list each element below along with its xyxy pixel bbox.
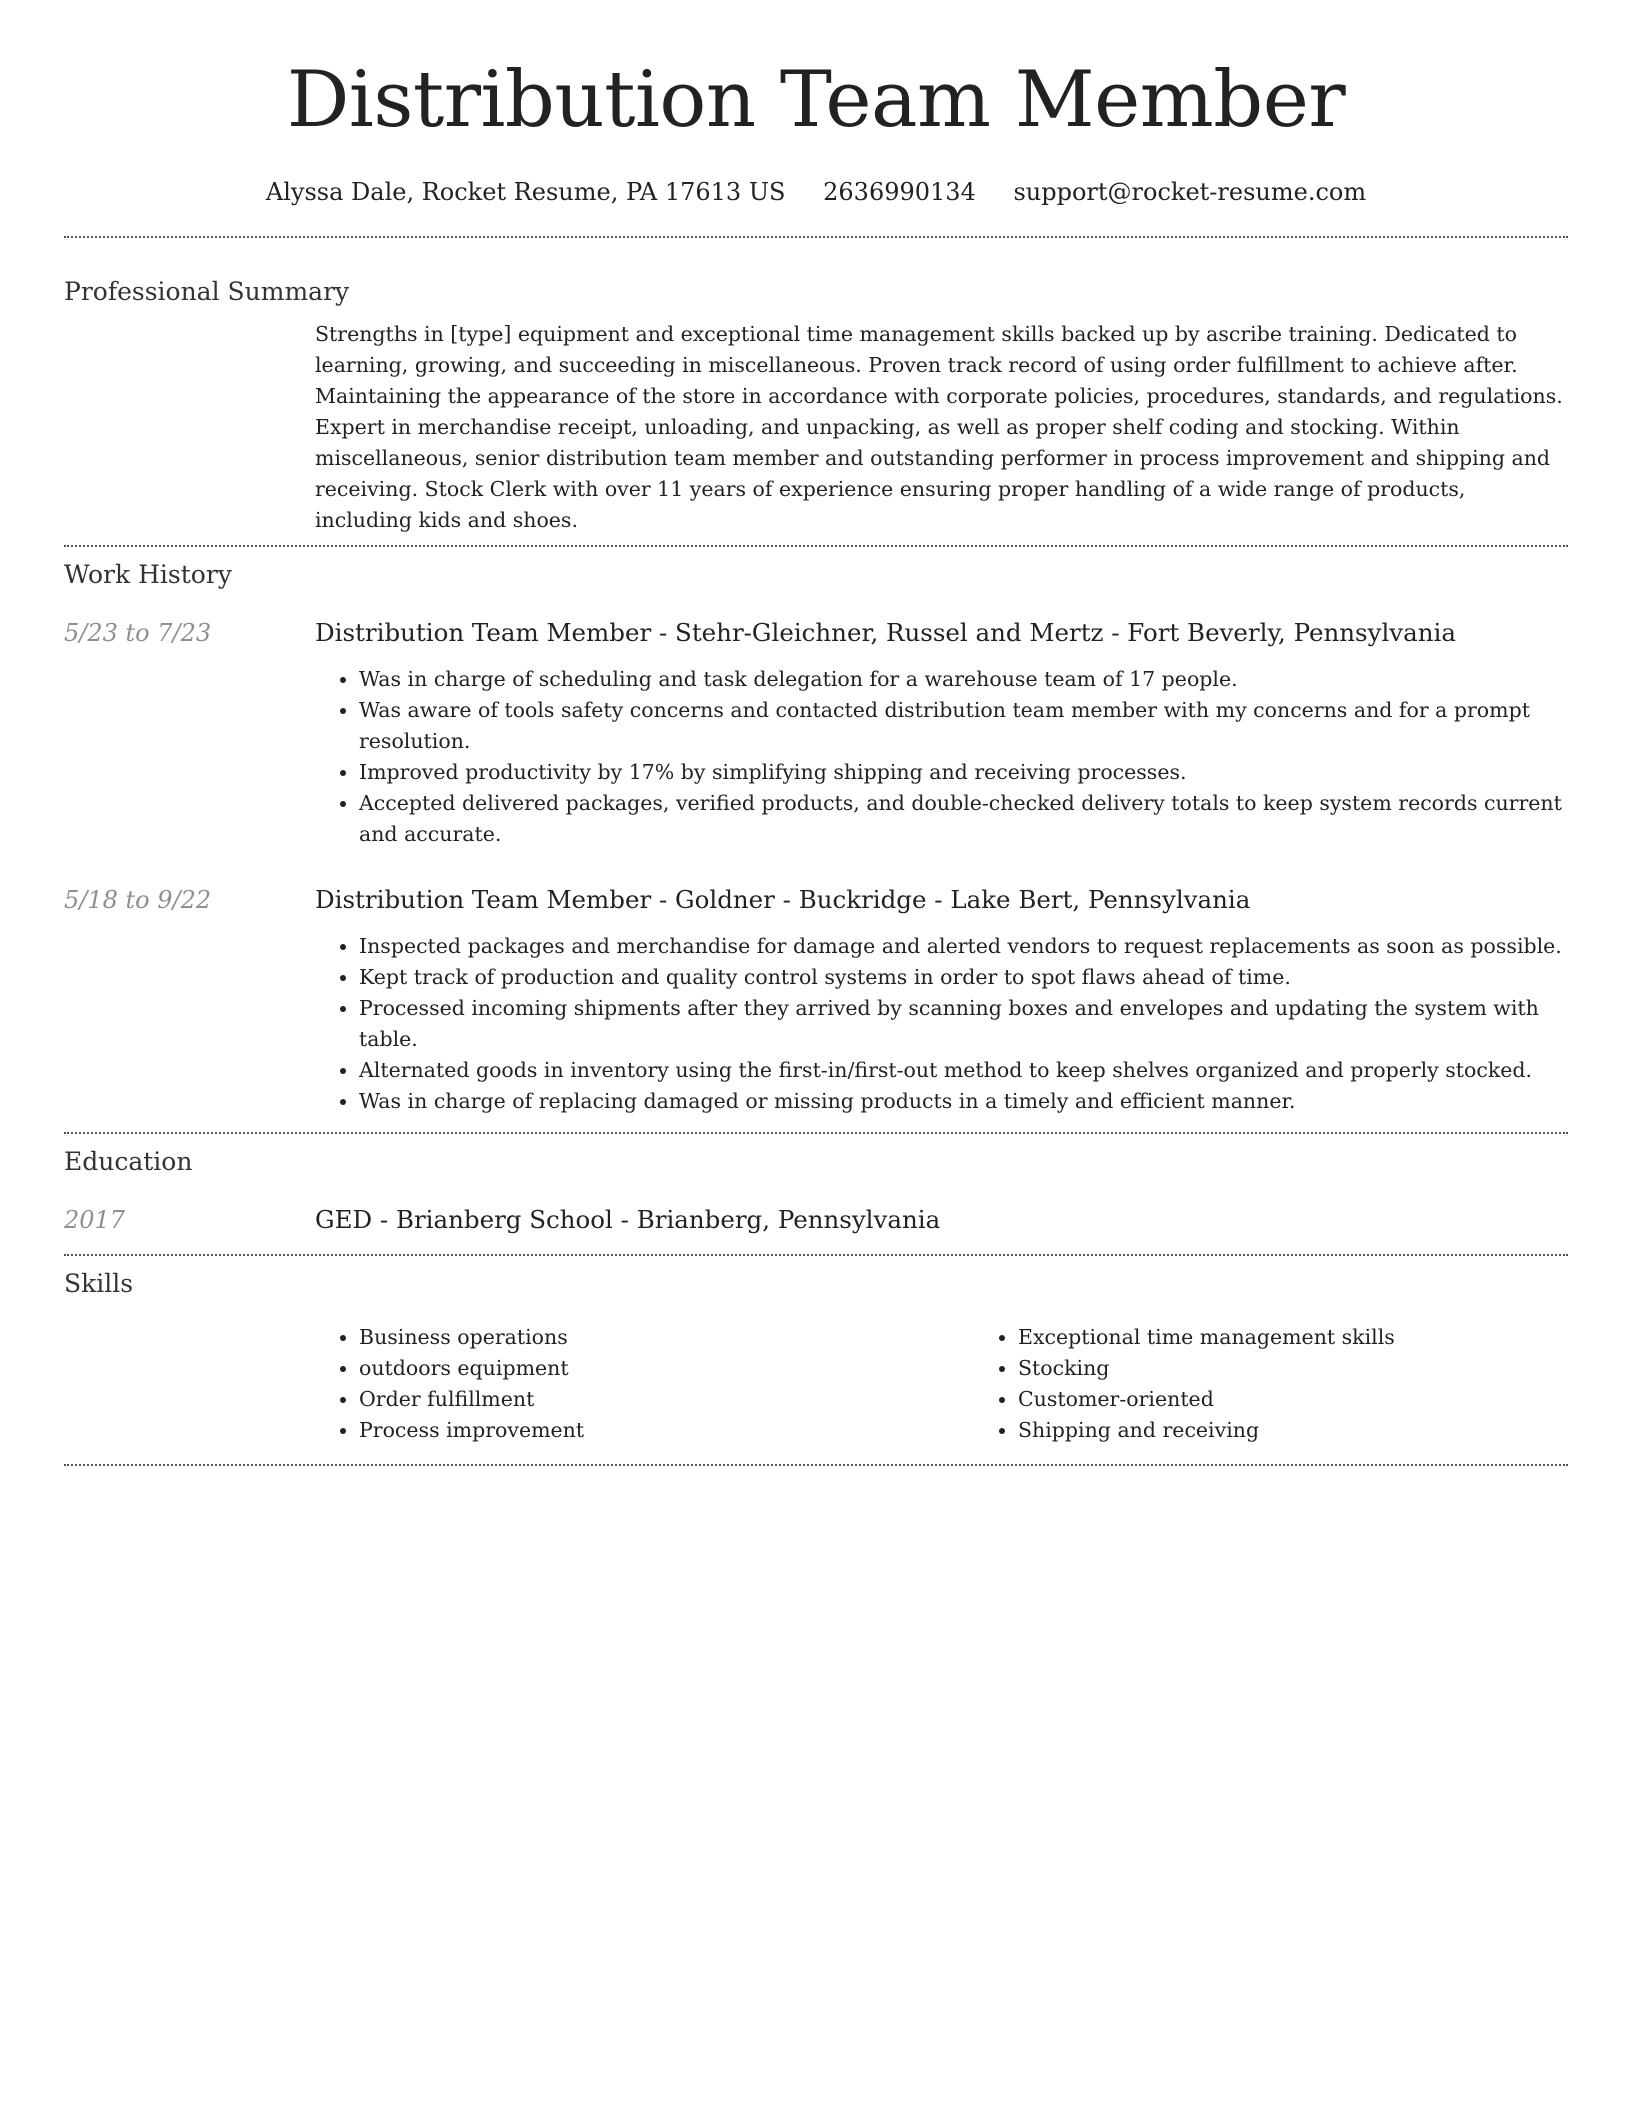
- section-title-work-history: Work History: [64, 560, 232, 589]
- list-item: • Process improvement: [359, 1415, 974, 1446]
- page-title: Distribution Team Member: [286, 55, 1346, 145]
- list-item: • Processed incoming shipments after they arrived by scanning boxes and envelopes and updating the system with table.: [359, 993, 1568, 1055]
- list-item: • Improved productivity by 17% by simplifying shipping and receiving processes.: [359, 757, 1568, 788]
- education-section: [64, 1146, 1568, 1236]
- list-item: • Inspected packages and merchandise for damage and alerted vendors to request replacements as soon as possible.: [359, 931, 1568, 962]
- job-title: Distribution Team Member - Goldner - Buckridge - Lake Bert, Pennsylvania: [315, 885, 1251, 914]
- list-item: • Order fulfillment: [359, 1384, 974, 1415]
- divider: [64, 236, 1568, 238]
- divider: [64, 1132, 1568, 1134]
- section-title-skills: Skills: [64, 1269, 134, 1298]
- job-entry: [64, 617, 1568, 850]
- divider: [64, 1464, 1568, 1466]
- contact-email: support@rocket-resume.com: [1013, 178, 1367, 206]
- list-item: • outdoors equipment: [359, 1353, 974, 1384]
- section-title-summary: Professional Summary: [64, 277, 350, 306]
- job-dates: 5/23 to 7/23: [64, 619, 212, 647]
- education-entry: [64, 1204, 1568, 1236]
- job-bullets: [315, 931, 1568, 1117]
- list-item: • Was in charge of replacing damaged or missing products in a timely and efficient manner.: [359, 1086, 1568, 1117]
- education-year: 2017: [64, 1206, 126, 1234]
- skills-section: [64, 1268, 1568, 1446]
- summary-section: [64, 276, 1568, 536]
- education-detail: GED - Brianberg School - Brianberg, Pennsylvania: [315, 1205, 941, 1234]
- list-item: • Exceptional time management skills: [1018, 1322, 1632, 1353]
- skills-grid: [315, 1322, 1632, 1446]
- section-title-education: Education: [64, 1147, 193, 1176]
- divider: [64, 1254, 1568, 1256]
- list-item: • Business operations: [359, 1322, 974, 1353]
- job-entry: [64, 884, 1568, 1117]
- list-item: • Accepted delivered packages, verified products, and double-checked delivery totals to keep system records current and accurate.: [359, 788, 1568, 850]
- summary-text: Strengths in [type] equipment and exceptional time management skills backed up by ascribe training. Dedicated to learning, growing, and succeeding in miscellaneous. Proven track record of using order fulfillment to achieve after. Maintaining the appearance of the store in accordance with corporate policies, procedures, standards, and regulations. Expert in merchandise receipt, unloading, and unpacking, as well as proper shelf coding and stocking. Within miscellaneous, senior distribution team member and outstanding performer in process improvement and shipping and receiving. Stock Clerk with over 11 years of experience ensuring proper handling of a wide range of products, including kids and shoes.: [315, 322, 1563, 532]
- job-title: Distribution Team Member - Stehr-Gleichner, Russel and Mertz - Fort Beverly, Pennsylvania: [315, 618, 1456, 647]
- contact-phone: 2636990134: [823, 178, 976, 206]
- skills-list-right: [974, 1322, 1632, 1446]
- job-dates: 5/18 to 9/22: [64, 886, 212, 914]
- contact-line: [64, 175, 1568, 209]
- work-history-section: [64, 559, 1568, 1117]
- list-item: • Stocking: [1018, 1353, 1632, 1384]
- contact-address: Alyssa Dale, Rocket Resume, PA 17613 US: [265, 178, 786, 206]
- list-item: • Kept track of production and quality control systems in order to spot flaws ahead of time.: [359, 962, 1568, 993]
- list-item: • Customer-oriented: [1018, 1384, 1632, 1415]
- resume-page: [64, 0, 1568, 1466]
- skills-list-left: [315, 1322, 974, 1446]
- list-item: • Was in charge of scheduling and task delegation for a warehouse team of 17 people.: [359, 664, 1568, 695]
- job-bullets: [315, 664, 1568, 850]
- divider: [64, 545, 1568, 547]
- list-item: • Alternated goods in inventory using the first-in/first-out method to keep shelves organized and properly stocked.: [359, 1055, 1568, 1086]
- list-item: • Was aware of tools safety concerns and contacted distribution team member with my concerns and for a prompt resolution.: [359, 695, 1568, 757]
- list-item: • Shipping and receiving: [1018, 1415, 1632, 1446]
